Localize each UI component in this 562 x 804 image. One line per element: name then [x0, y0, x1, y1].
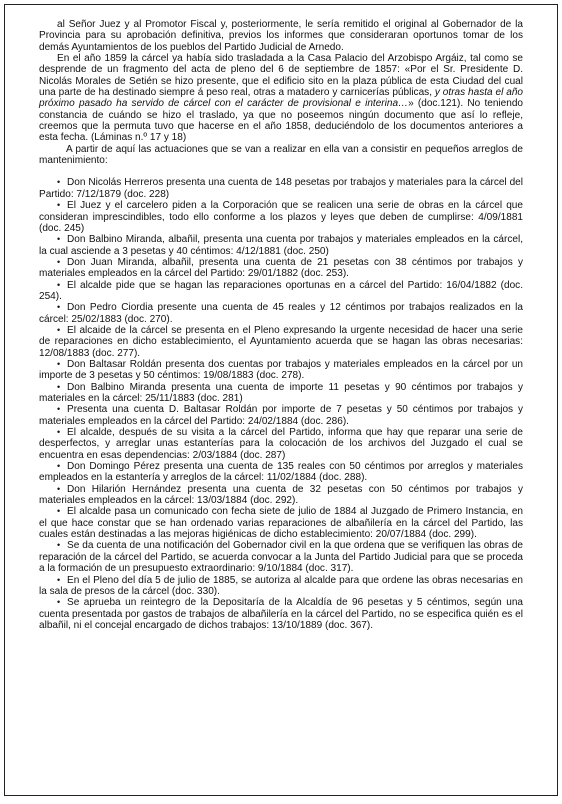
bullet-icon: •	[57, 461, 61, 472]
list-item-text: El Juez y el carcelero piden a la Corporación que se realicen una serie de obras en la cárcel que consideran imprescindibles, todo ello conforme a los plazos y leyes que deben de cumplirse: 4/09/1881 (doc. 245)	[39, 200, 523, 234]
bullet-icon: •	[57, 200, 61, 211]
list-item-text: El alcaide de la cárcel se presenta en el Pleno expresando la urgente necesidad de hacer una serie de reparaciones en dicho establecimiento, el Ayuntamiento acuerda que se hagan las obras necesarias: 12/08/1883 (doc. 277).	[39, 324, 523, 359]
list-item-text: El alcalde, después de su visita a la cárcel del Partido, informa que hay que reparar una serie de desperfectos, y arreglar unas estanterías para la colocación de los archivos del Juzgado el cual se encuentra en esas dependencias: 2/03/1884 (doc. 287)	[39, 427, 523, 461]
list-item-text: Don Balbino Miranda presenta una cuenta de importe 11 pesetas y 90 céntimos por trabajos y materiales en la cárcel: 25/11/1883 (doc. 281)	[39, 381, 523, 404]
list-item	[39, 575, 523, 598]
list-item	[39, 359, 523, 382]
list-item-text: Don Baltasar Roldán presenta dos cuentas por trabajos y materiales empleados en la cárcel por un importe de 3 pesetas y 50 céntimos: 19/08/1883 (doc. 278).	[39, 358, 523, 382]
list-item	[39, 506, 523, 540]
list-item	[39, 597, 523, 631]
list-item-text: El alcalde pide que se hagan las reparaciones oportunas en a cárcel del Partido: 16/04/1882 (doc. 254).	[39, 279, 523, 302]
list-item	[39, 540, 523, 574]
list-item	[39, 325, 523, 359]
bullet-list	[39, 177, 523, 631]
list-item-text: El alcalde pasa un comunicado con fecha siete de julio de 1884 al Juzgado de Primero Instancia, en el que hace constar que se han ordenado varias reparaciones de albañilería en la cárcel del Partido, las cuales están destinadas a las mejoras higiénicas de dicho establecimiento: 20/07/1884 (doc. 299).	[39, 506, 523, 541]
bullet-icon: •	[57, 324, 61, 335]
paragraph-intro-2-quote: y otras hasta el año próximo pasado ha servido de cárcel con el carácter de provisional e interina…	[39, 87, 523, 110]
bullet-icon: •	[57, 177, 61, 188]
list-item	[39, 302, 523, 325]
bullet-icon: •	[57, 483, 61, 494]
list-item	[39, 257, 523, 280]
paragraph-intro-2-end: » (doc.121). No teniendo constancia de cuándo se hizo el traslado, ya que no poseemos ningún documento que así lo refleje, creemos que la permuta tuvo que hacerse en el año 1858, deduciéndolo de los documentos anteriores a esta fecha. (Láminas n.º 17 y 18)	[39, 98, 523, 144]
bullet-icon: •	[57, 597, 61, 608]
bullet-icon: •	[57, 381, 61, 392]
list-item	[39, 200, 523, 234]
spacer	[39, 166, 523, 177]
list-item-text: Se aprueba un reintegro de la Depositaría de la Alcaldía de 96 pesetas y 5 céntimos, según una cuenta presentada por gastos de trabajos de albañilería en la cárcel del Partido, no se especifica quién es el albañil, ni el concejal encargado de dichos trabajos: 13/10/1889 (doc. 367).	[39, 597, 523, 631]
list-item	[39, 461, 523, 484]
page-content	[39, 19, 523, 631]
paragraph-intro-1: al Señor Juez y al Promotor Fiscal y, posteriormente, le sería remitido el original al Gobernador de la Provincia para su aprobación definitiva, previos los informes que consideraran oportunos tomar de los demás Ayuntamientos de los pueblos del Partido Judicial de Arnedo.	[39, 19, 523, 53]
bullet-icon: •	[57, 234, 61, 245]
list-item	[39, 177, 523, 200]
bullet-icon: •	[57, 427, 61, 438]
bullet-icon: •	[57, 540, 61, 551]
paragraph-intro-2	[39, 53, 523, 144]
list-item	[39, 427, 523, 461]
list-item	[39, 234, 523, 257]
bullet-icon: •	[57, 358, 61, 369]
bullet-icon: •	[57, 302, 61, 313]
list-item	[39, 280, 523, 303]
list-item-text: Se da cuenta de una notificación del Gobernador civil en la que ordena que se verifiquen las obras de reparación de la cárcel del Partido, se acuerda convocar a la Junta del Partido Judicial para que se proceda a la formación de un presupuesto extraordinario: 9/10/1884 (doc. 317).	[39, 540, 523, 575]
list-item-text: Don Hilarión Hernández presenta una cuenta de 32 pesetas con 50 céntimos por trabajos y materiales empleados en la cárcel: 13/03/1884 (doc. 292).	[39, 483, 523, 507]
list-item-text: Don Balbino Miranda, albañil, presenta una cuenta por trabajos y materiales empleados en la cárcel, la cual asciende a 3 pesetas y 40 céntimos: 4/12/1881 (doc. 250)	[39, 234, 523, 257]
bullet-icon: •	[57, 279, 61, 290]
list-item-text: En el Pleno del día 5 de julio de 1885, se autoriza al alcalde para que ordene las obras necesarias en la sala de presos de la cárcel (doc. 330).	[39, 574, 523, 597]
paragraph-intro-2-start: En el año 1859 la cárcel ya había sido trasladada a la Casa Palacio del Arzobispo Argáiz, tal como se desprende de un fragmento del acta de pleno del 6 de septiembre de 1857: «Por el Sr. Presidente D. Nicolás Morales de Setién se hizo presente, que el edificio sito en la plaza pública de esta Ciudad del cual una parte de ha destinado siempre á peso real, otras a matadero y carnicerías públicas,	[39, 53, 523, 99]
list-item-text: Don Pedro Ciordia presente una cuenta de 45 reales y 12 céntimos por trabajos realizados en la cárcel: 25/02/1883 (doc. 270).	[39, 302, 523, 325]
list-item-text: Don Domingo Pérez presenta una cuenta de 135 reales con 50 céntimos por arreglos y materiales empleados en la estantería y arreglos de la cárcel: 11/02/1884 (doc. 288).	[39, 461, 523, 484]
bullet-icon: •	[57, 404, 61, 415]
paragraph-intro-3: A partir de aquí las actuaciones que se van a realizar en ella van a consistir en pequeños arreglos de mantenimiento:	[39, 143, 523, 167]
bullet-icon: •	[57, 574, 61, 585]
list-item-text: Don Nicolás Herreros presenta una cuenta de 148 pesetas por trabajos y materiales para la cárcel del Partido: 7/12/1879 (doc. 228)	[39, 177, 523, 200]
list-item	[39, 484, 523, 507]
document-page	[4, 4, 558, 796]
list-item	[39, 404, 523, 427]
bullet-icon: •	[57, 256, 61, 267]
list-item	[39, 382, 523, 405]
list-item-text: Don Juan Miranda, albañil, presenta una cuenta de 21 pesetas con 38 céntimos por trabajos y materiales empleados en la cárcel del Partido: 29/01/1882 (doc. 253).	[39, 256, 523, 280]
bullet-icon: •	[57, 506, 61, 517]
list-item-text: Presenta una cuenta D. Baltasar Roldán por importe de 7 pesetas y 50 céntimos por trabajos y materiales empleados en la cárcel del Partido: 24/02/1884 (doc. 286).	[39, 404, 523, 427]
